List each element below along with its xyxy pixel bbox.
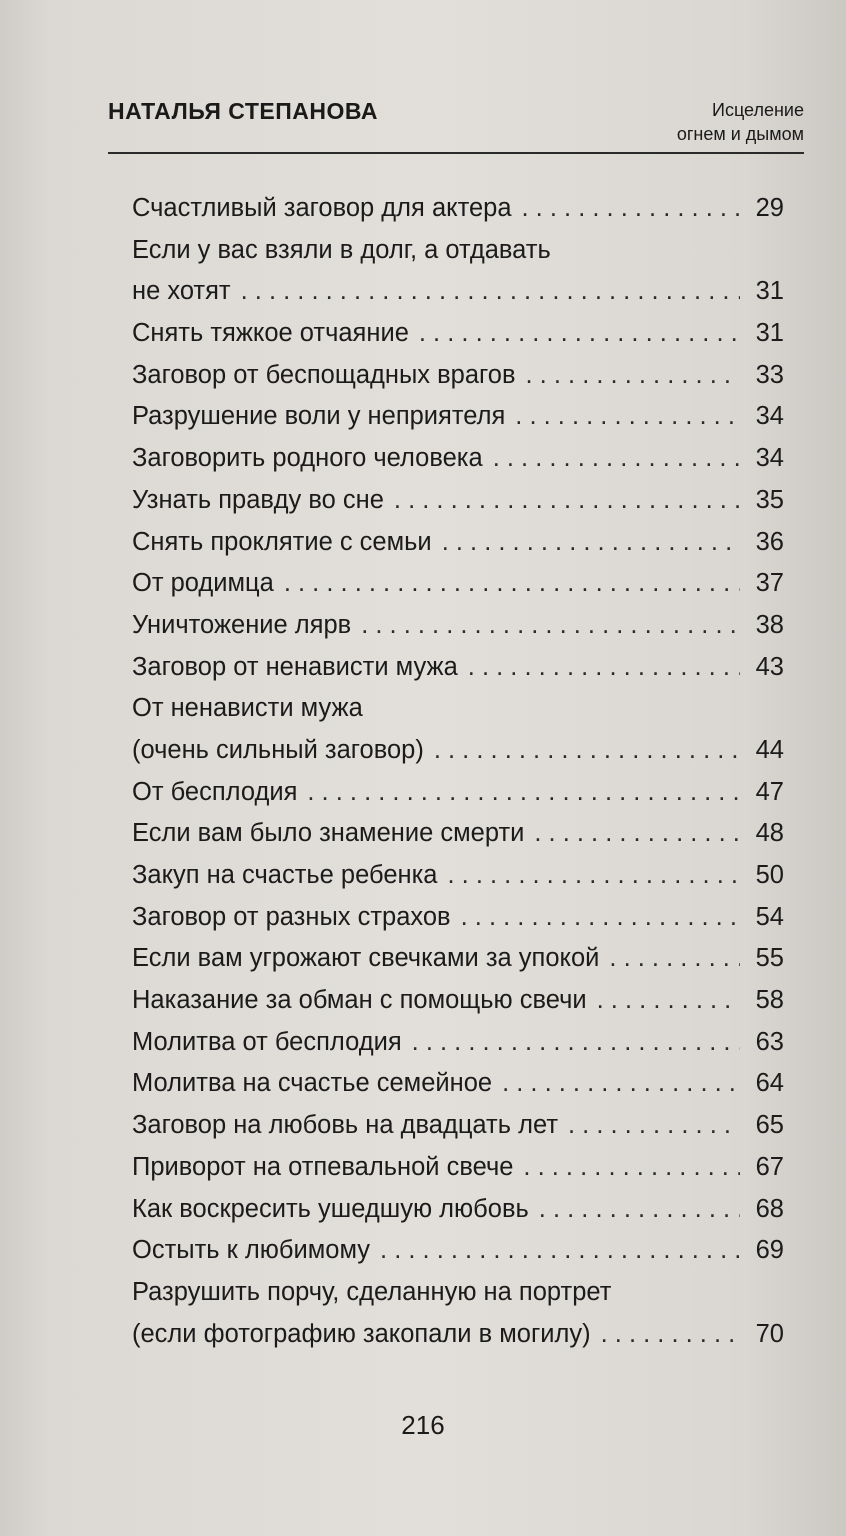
toc-entry-title: Если вам было знамение смерти: [132, 819, 525, 848]
dot-leader: [361, 605, 740, 647]
toc-entry-title: Закуп на счастье ребенка: [132, 861, 438, 889]
toc-entry-title: Разрушить порчу, сделанную на портрет: [132, 1277, 612, 1306]
dot-leader: [380, 1230, 740, 1272]
toc-entry-title: Заговор на любовь на двадцать лет: [132, 1111, 558, 1140]
toc-entry: [132, 1147, 784, 1189]
toc-entry-title: Снять тяжкое отчаяние: [132, 319, 409, 348]
toc-page-number: 58: [755, 986, 784, 1015]
toc-line: [132, 563, 784, 605]
toc-entry: [132, 480, 784, 522]
toc-page-number: 55: [755, 944, 784, 973]
toc-entry-title: Если вам угрожают свечками за упокой: [132, 944, 600, 973]
dot-leader: [461, 897, 740, 939]
toc-line: [132, 1063, 784, 1105]
toc-line: [132, 355, 784, 397]
dot-leader: [284, 563, 740, 605]
dot-leader: [534, 813, 740, 855]
dot-leader: [448, 855, 741, 897]
table-of-contents: [132, 188, 784, 1355]
toc-line: [132, 730, 784, 772]
toc-entry-title: От родимца: [132, 569, 274, 598]
dot-leader: [539, 1189, 740, 1231]
toc-entry: [132, 1063, 784, 1105]
toc-line: [132, 938, 784, 980]
toc-entry: [132, 980, 784, 1022]
toc-entry: [132, 1189, 784, 1231]
toc-line: [132, 1230, 784, 1272]
toc-line: [132, 522, 784, 564]
toc-page-number: 44: [755, 735, 784, 764]
toc-entry: [132, 563, 784, 605]
toc-line: [132, 855, 784, 897]
dot-leader: [609, 938, 740, 980]
toc-entry: [132, 1022, 784, 1064]
toc-entry-title: От ненависти мужа: [132, 694, 363, 723]
toc-line: [132, 396, 784, 438]
toc-page-number: 47: [755, 777, 784, 806]
toc-entry: [132, 855, 784, 897]
dot-leader: [394, 480, 740, 522]
toc-line: [132, 1272, 784, 1314]
toc-entry-title: не хотят: [132, 277, 231, 306]
toc-entry-title: Счастливый заговор для актера: [132, 194, 512, 222]
toc-entry: [132, 1272, 784, 1355]
toc-line: [132, 605, 784, 647]
toc-line: [132, 813, 784, 855]
toc-page-number: 65: [755, 1111, 784, 1140]
toc-line: [132, 438, 784, 480]
toc-entry-title: (очень сильный заговор): [132, 735, 424, 764]
toc-entry-title: Молитва от бесплодия: [132, 1027, 402, 1056]
toc-line: [132, 313, 784, 355]
toc-entry: [132, 522, 784, 564]
toc-entry: [132, 438, 784, 480]
dot-leader: [597, 980, 740, 1022]
toc-page-number: 37: [755, 569, 784, 598]
toc-entry-title: Остыть к любимому: [132, 1236, 371, 1265]
author-name: НАТАЛЬЯ СТЕПАНОВА: [108, 98, 378, 124]
toc-entry-title: Как воскресить ушедшую любовь: [132, 1194, 529, 1223]
dot-leader: [412, 1022, 740, 1064]
dot-leader: [493, 438, 740, 480]
toc-page-number: 33: [755, 360, 784, 389]
dot-leader: [601, 1314, 740, 1356]
toc-entry-title: Узнать правду во сне: [132, 485, 384, 514]
dot-leader: [522, 188, 740, 230]
toc-entry-title: Приворот на отпевальной свече: [132, 1152, 514, 1181]
dot-leader: [502, 1063, 740, 1105]
dot-leader: [434, 730, 740, 772]
toc-page-number: 29: [755, 194, 784, 222]
toc-page-number: 36: [755, 527, 784, 556]
toc-line: [132, 1105, 784, 1147]
toc-page-number: 48: [755, 819, 784, 848]
toc-page-number: 54: [755, 902, 784, 931]
toc-line: [132, 1314, 784, 1356]
dot-leader: [468, 647, 740, 689]
toc-page-number: 43: [755, 652, 784, 681]
toc-entry-title: Если у вас взяли в долг, а отдавать: [132, 235, 551, 264]
toc-line: [132, 980, 784, 1022]
toc-line: [132, 188, 784, 230]
toc-page-number: 68: [755, 1194, 784, 1223]
dot-leader: [526, 355, 740, 397]
toc-page-number: 63: [755, 1027, 784, 1056]
toc-entry-title: Разрушение воли у неприятеля: [132, 402, 506, 431]
toc-page-number: 34: [755, 444, 784, 473]
toc-line: [132, 480, 784, 522]
toc-entry: [132, 897, 784, 939]
toc-line: [132, 897, 784, 939]
toc-entry-title: Заговорить родного человека: [132, 444, 483, 473]
toc-page-number: 31: [755, 319, 784, 348]
toc-entry: [132, 605, 784, 647]
dot-leader: [515, 396, 740, 438]
toc-line: [132, 688, 784, 730]
dot-leader: [523, 1147, 740, 1189]
toc-page-number: 50: [755, 861, 784, 889]
toc-entry: [132, 188, 784, 230]
toc-line: [132, 230, 784, 272]
toc-page-number: 38: [755, 610, 784, 639]
toc-entry-title: Молитва на счастье семейное: [132, 1069, 493, 1098]
dot-leader: [568, 1105, 740, 1147]
toc-entry: [132, 647, 784, 689]
toc-line: [132, 1022, 784, 1064]
toc-entry-title: От бесплодия: [132, 777, 298, 806]
toc-entry: [132, 772, 784, 814]
toc-line: [132, 1147, 784, 1189]
toc-entry: [132, 938, 784, 980]
toc-entry-title: Заговор от разных страхов: [132, 902, 451, 931]
toc-page-number: 70: [755, 1319, 784, 1348]
toc-entry: [132, 396, 784, 438]
toc-line: [132, 1189, 784, 1231]
toc-entry-title: (если фотографию закопали в могилу): [132, 1319, 591, 1348]
book-title: [677, 98, 804, 146]
toc-entry: [132, 1230, 784, 1272]
toc-line: [132, 271, 784, 313]
toc-page-number: 35: [755, 485, 784, 514]
toc-entry-title: Уничтожение лярв: [132, 610, 352, 639]
toc-entry: [132, 230, 784, 313]
book-title-line: огнем и дымом: [676, 124, 804, 144]
toc-entry-title: Заговор от беспощадных врагов: [132, 360, 516, 389]
toc-entry: [132, 813, 784, 855]
dot-leader: [419, 313, 740, 355]
running-header: [108, 92, 804, 154]
dot-leader: [241, 271, 740, 313]
dot-leader: [442, 522, 740, 564]
toc-page-number: 67: [755, 1152, 784, 1181]
page-number: 216: [401, 1410, 445, 1440]
toc-page-number: 64: [755, 1069, 784, 1098]
toc-page-number: 31: [755, 277, 784, 306]
dot-leader: [307, 772, 740, 814]
toc-entry-title: Заговор от ненависти мужа: [132, 652, 458, 681]
toc-line: [132, 772, 784, 814]
toc-line: [132, 647, 784, 689]
toc-page-number: 34: [755, 402, 784, 431]
book-title-line: Исцеление: [712, 100, 804, 120]
toc-entry: [132, 1105, 784, 1147]
toc-entry: [132, 313, 784, 355]
toc-entry: [132, 688, 784, 771]
toc-entry-title: Снять проклятие с семьи: [132, 527, 432, 556]
toc-entry-title: Наказание за обман с помощью свечи: [132, 986, 587, 1015]
toc-entry: [132, 355, 784, 397]
toc-page-number: 69: [755, 1236, 784, 1265]
